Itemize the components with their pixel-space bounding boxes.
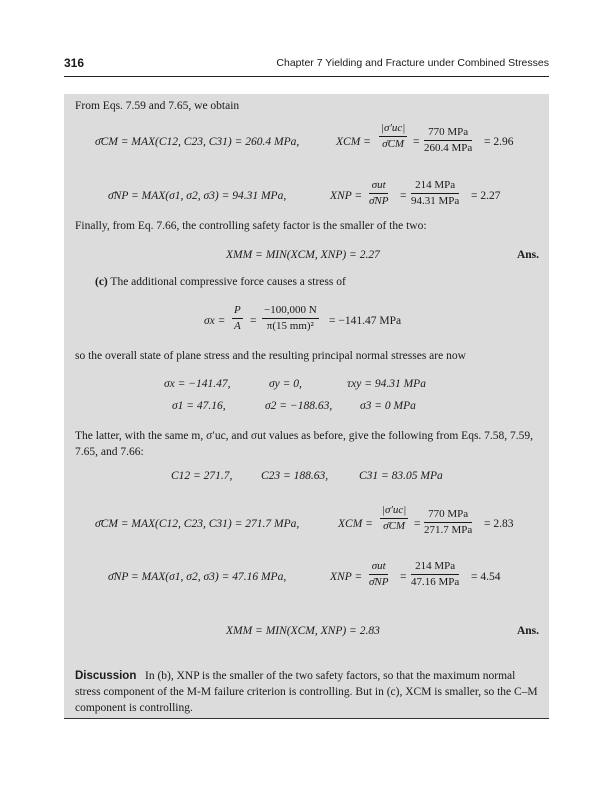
xnp-eq-1: = [400, 190, 407, 202]
xcm-frac-2b-num: 770 MPa [424, 509, 472, 523]
discussion-text: In (b), XNP is the smaller of the two safety factors, so that the maximum normal stress component of the M-M failure criterion is controlling. But in (c), XCM is smaller, so the C–M component is controlling. [75, 670, 538, 714]
sigx-frac-b-num: −100,000 N [262, 305, 319, 319]
xnp-lhs-2: XNP = [330, 571, 363, 583]
sigx-lhs: σx = [204, 315, 226, 327]
xnp-frac-2a [369, 561, 388, 588]
xnp-frac-2b-num: 214 MPa [411, 561, 459, 575]
chapter-title: Chapter 7 Yielding and Fracture under Combined Stresses [276, 57, 549, 69]
header-rule [64, 76, 549, 77]
part-c-text: The additional compressive force causes a stress of [107, 276, 346, 288]
xcm-result-1: = 2.96 [484, 136, 514, 148]
c31-value: C31 = 83.05 MPa [359, 470, 443, 482]
sigma-cm-eq-1: σ̄CM = MAX(C12, C23, C31) = 260.4 MPa, [95, 136, 300, 148]
xnp-frac-1a [369, 180, 388, 207]
xnp-frac-1a-num: σut [369, 180, 388, 194]
xnp-frac-1b-den: 94.31 MPa [411, 195, 460, 207]
stress-sy: σy = 0, [269, 378, 302, 390]
sigma-cm-eq-2: σ̄CM = MAX(C12, C23, C31) = 271.7 MPa, [95, 518, 300, 530]
stress-txy: τxy = 94.31 MPa [347, 378, 426, 390]
xnp-frac-1b-num: 214 MPa [411, 180, 459, 194]
xcm-result-2: = 2.83 [484, 518, 514, 530]
xnp-result-2: = 4.54 [471, 571, 501, 583]
xnp-frac-1b [411, 180, 459, 207]
part-c-intro [95, 277, 346, 289]
sigma-np-eq-2: σ̄NP = MAX(σ1, σ2, σ3) = 47.16 MPa, [108, 571, 287, 583]
sigx-frac-a-num: P [232, 305, 243, 319]
page-header [64, 56, 549, 72]
sigx-frac-b-den: π(15 mm)² [266, 320, 314, 332]
xcm-frac-1a-num: |σ′uc| [379, 123, 407, 137]
xnp-eq-2: = [400, 571, 407, 583]
xnp-frac-1a-den: σ̄NP [369, 195, 389, 207]
xcm-frac-1b-den: 260.4 MPa [424, 142, 473, 154]
xnp-result-1: = 2.27 [471, 190, 501, 202]
box-bottom-rule [64, 718, 549, 719]
xcm-frac-1a [379, 123, 407, 150]
xcm-frac-1a-den: σ̄CM [382, 138, 405, 150]
discussion-paragraph [75, 668, 539, 716]
sigx-frac-a [232, 305, 243, 332]
stress-sx: σx = −141.47, [164, 378, 231, 390]
stress-s3: σ3 = 0 MPa [360, 400, 416, 412]
xcm-frac-2b [424, 509, 472, 536]
c23-value: C23 = 188.63, [261, 470, 329, 482]
finally-text: Finally, from Eq. 7.66, the controlling safety factor is the smaller of the two: [75, 220, 427, 232]
xcm-frac-2b-den: 271.7 MPa [424, 524, 473, 536]
answer-label-1: Ans. [516, 249, 539, 261]
example-box [64, 94, 549, 718]
xcm-frac-1b [424, 127, 472, 154]
xmm-eq-2: XMM = MIN(XCM, XNP) = 2.83 [226, 625, 380, 637]
xnp-frac-2a-den: σ̄NP [369, 576, 389, 588]
sigx-frac-a-den: A [234, 320, 241, 332]
part-c-label: (c) [95, 276, 108, 288]
xmm-eq-1: XMM = MIN(XCM, XNP) = 2.27 [226, 249, 380, 261]
xcm-eq-2: = [414, 518, 421, 530]
page-number: 316 [64, 56, 85, 70]
xnp-lhs-1: XNP = [330, 190, 363, 202]
stress-s1: σ1 = 47.16, [172, 400, 226, 412]
sigx-eq: = [250, 315, 257, 327]
c12-value: C12 = 271.7, [171, 470, 233, 482]
overall-text: so the overall state of plane stress and the resulting principal normal stresses are now [75, 350, 466, 362]
xnp-frac-2a-num: σut [369, 561, 388, 575]
xcm-frac-2a-num: |σ′uc| [380, 505, 408, 519]
sigx-frac-b [262, 305, 319, 332]
stress-s2: σ2 = −188.63, [265, 400, 333, 412]
discussion-label: Discussion [75, 670, 137, 682]
xcm-lhs-1: XCM = [336, 136, 371, 148]
xcm-eq-1: = [413, 136, 420, 148]
xcm-frac-2a-den: σ̄CM [383, 520, 406, 532]
xcm-frac-2a [380, 505, 408, 532]
intro-text: From Eqs. 7.59 and 7.65, we obtain [75, 100, 240, 112]
latter-text: The latter, with the same m, σ′uc, and σut values as before, give the following from Eqs. 7.58, 7.59, 7.65, and 7.66: [75, 430, 534, 458]
answer-label-2: Ans. [516, 625, 539, 637]
sigx-result: = −141.47 MPa [329, 315, 402, 327]
sigma-np-eq-1: σ̄NP = MAX(σ1, σ2, σ3) = 94.31 MPa, [108, 190, 287, 202]
xcm-frac-1b-num: 770 MPa [424, 127, 472, 141]
xcm-lhs-2: XCM = [338, 518, 373, 530]
xnp-frac-2b-den: 47.16 MPa [411, 576, 460, 588]
xnp-frac-2b [411, 561, 459, 588]
